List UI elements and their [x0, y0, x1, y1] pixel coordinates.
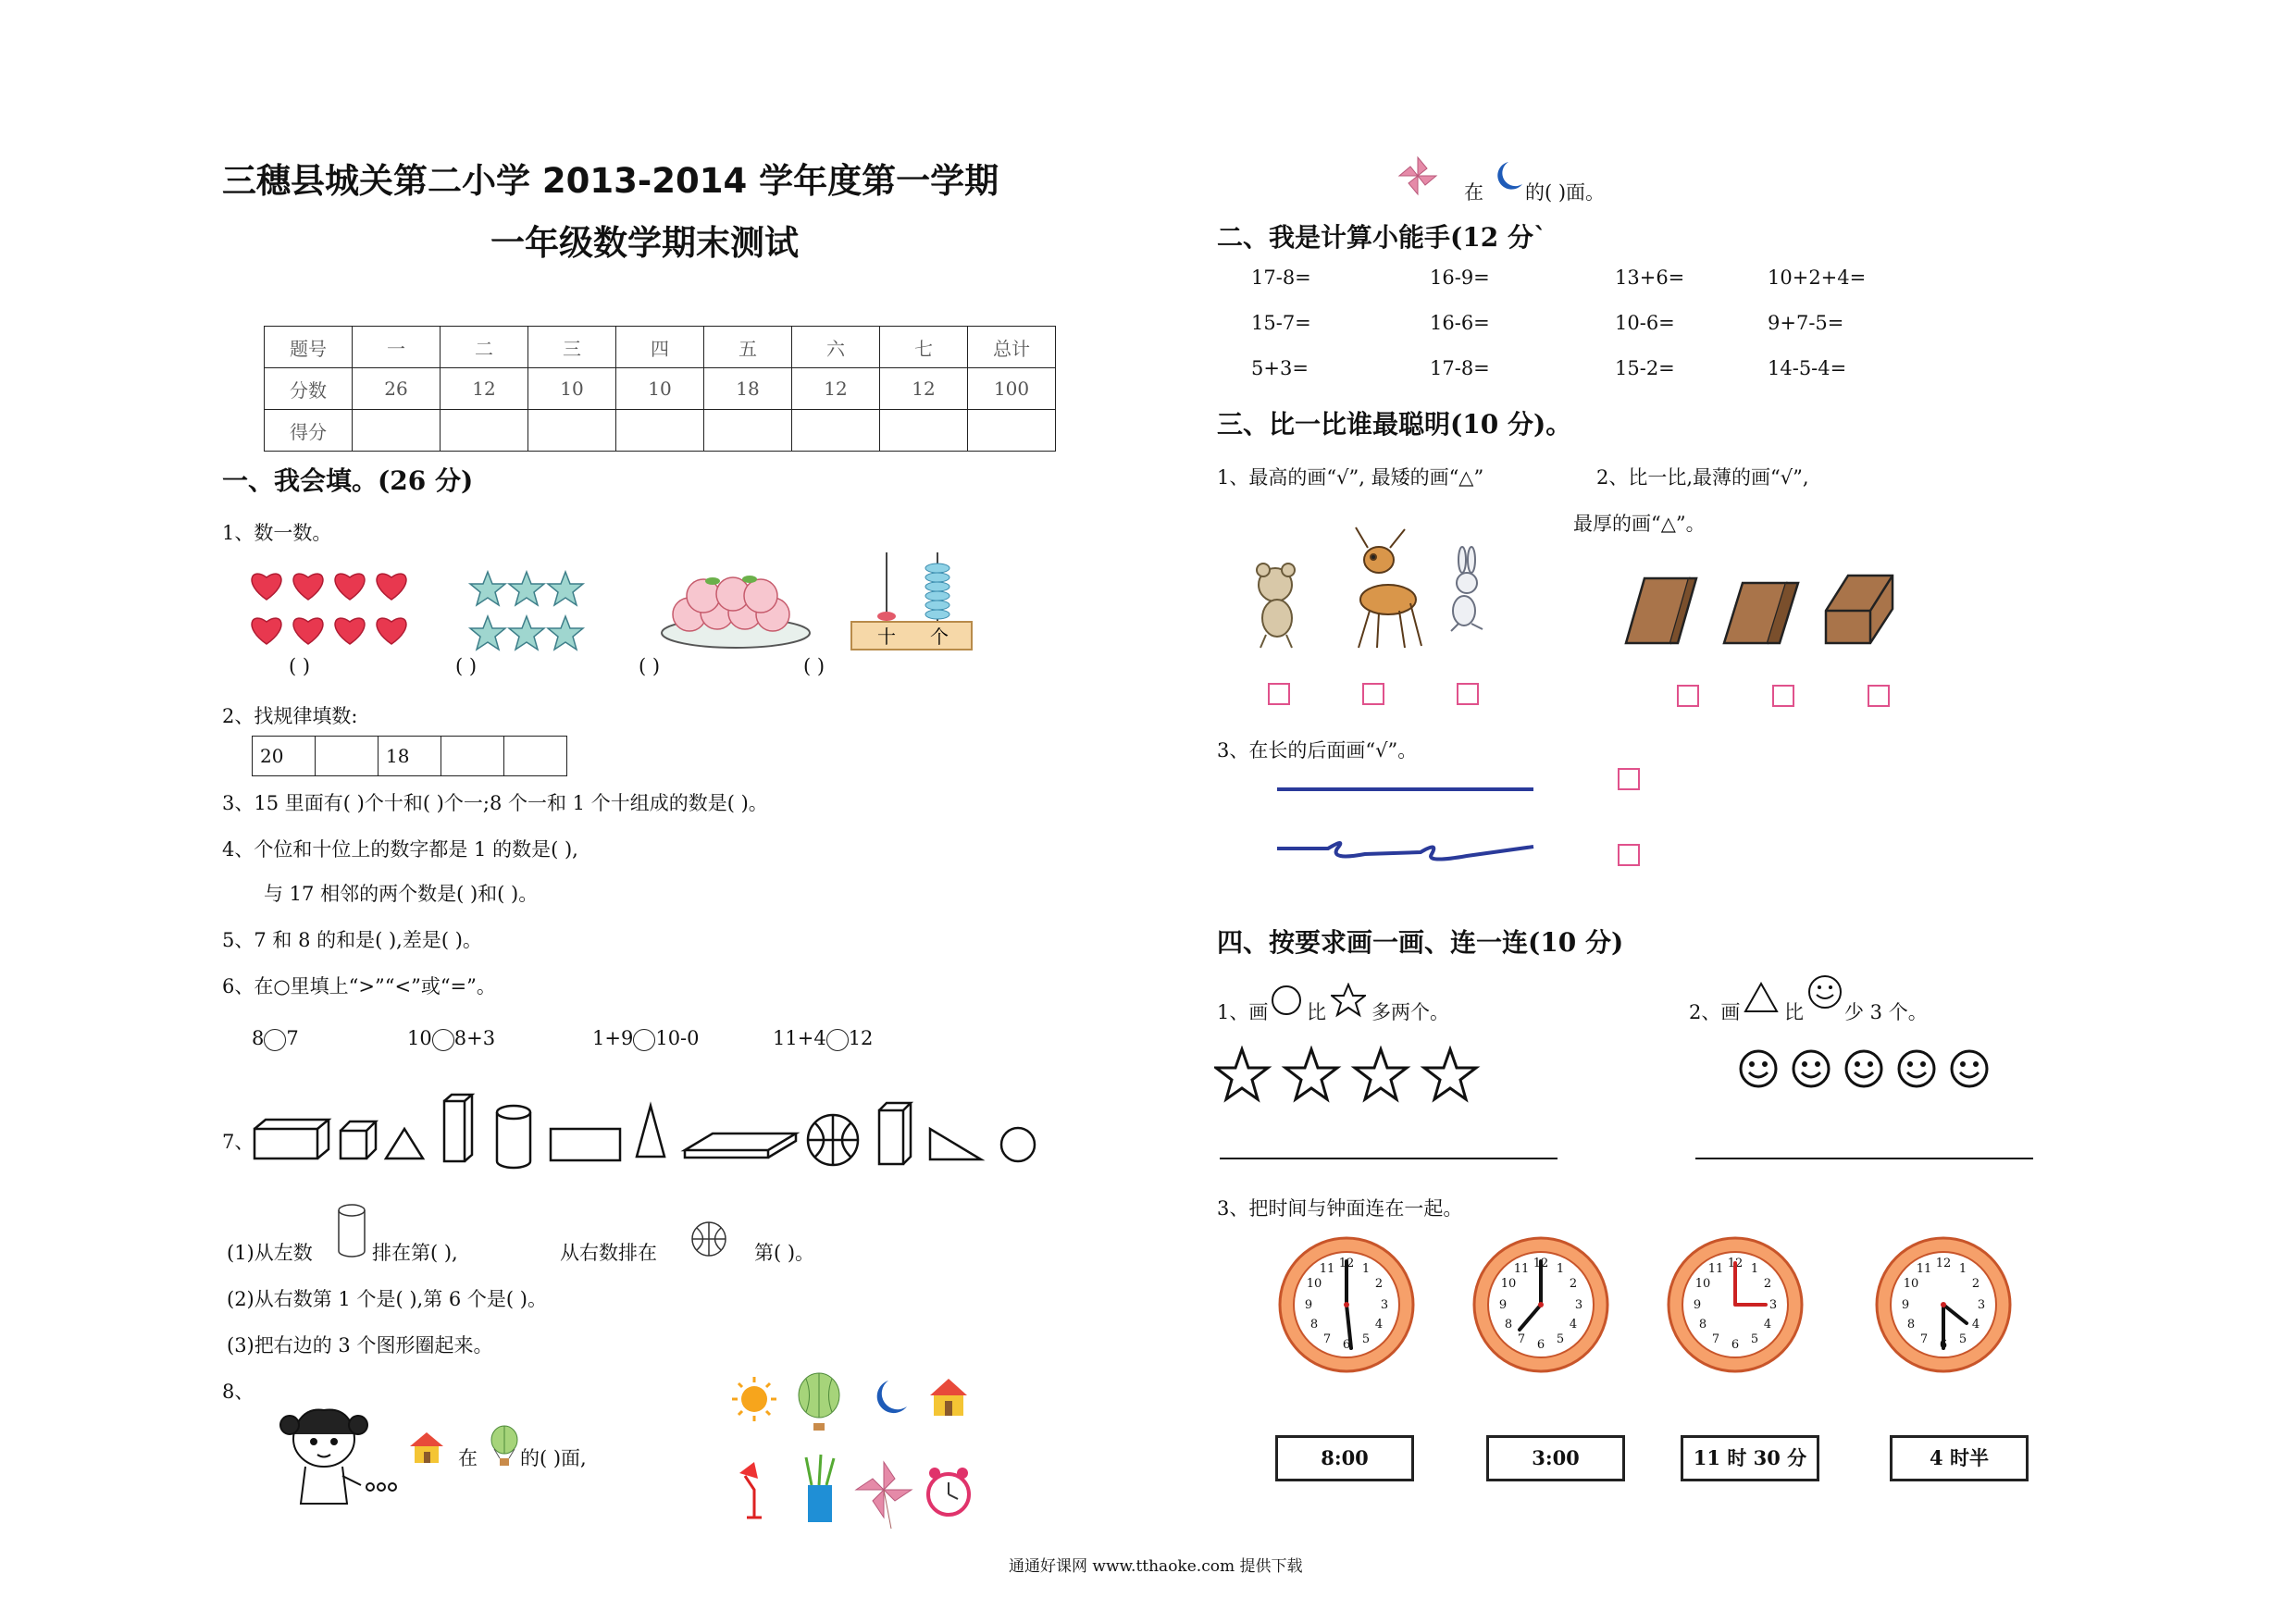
smiley-icon: [1806, 973, 1843, 1010]
score-table-cell: 12: [792, 368, 880, 410]
compare-circle-icon[interactable]: [432, 1029, 454, 1051]
score-table-cell: 12: [880, 368, 968, 410]
score-table-cell: 分数: [265, 368, 353, 410]
footer-credit: 通通好课网 www.tthaoke.com 提供下载: [1009, 1557, 1303, 1576]
pattern-cell[interactable]: [316, 737, 379, 776]
abacus-picture: [847, 548, 976, 654]
thick-block-icon: [1826, 576, 1893, 643]
q3-text: 3、15 里面有( )个十和( )个一;8 个一和 1 个十组成的数是( )。: [222, 792, 768, 814]
calc-problem[interactable]: 16-9=: [1430, 266, 1490, 289]
flat-board-icon: [685, 1134, 796, 1158]
s4-q2-text-c: 少 3 个。: [1844, 1001, 1928, 1023]
four-stars-picture: [1214, 1046, 1492, 1110]
abacus-tens-label: 十: [877, 626, 896, 648]
pattern-cell[interactable]: 20: [253, 737, 316, 776]
section-2-title: 二、我是计算小能手(12 分`: [1217, 222, 1546, 253]
compare-item-2[interactable]: 10 8+3: [407, 1027, 496, 1049]
pattern-cell[interactable]: 18: [379, 737, 441, 776]
cube-icon: [341, 1121, 376, 1158]
score-table-cell: 12: [441, 368, 528, 410]
score-table-cell[interactable]: [441, 410, 528, 452]
basketball-icon: [689, 1220, 728, 1258]
compare-circle-icon[interactable]: [264, 1029, 286, 1051]
time-box-1[interactable]: 8:00: [1275, 1435, 1414, 1481]
wood-blocks-picture: [1615, 555, 1967, 657]
wavy-line: [1277, 843, 1533, 860]
q8-label: 8、: [222, 1381, 254, 1403]
bear-icon: [1257, 564, 1295, 648]
score-table-cell: 四: [616, 327, 704, 368]
hot-air-balloon-icon: [799, 1373, 839, 1431]
section-3-title: 三、比一比谁最聪明(10 分)。: [1217, 409, 1572, 440]
score-table-cell[interactable]: [792, 410, 880, 452]
time-box-2[interactable]: 3:00: [1486, 1435, 1625, 1481]
thin-block-icon: [1626, 578, 1696, 643]
answer-line-1[interactable]: [1220, 1158, 1558, 1159]
s4-q3-text: 3、把时间与钟面连在一起。: [1217, 1197, 1463, 1220]
long-line-checkbox-2[interactable]: [1618, 844, 1640, 866]
cylinder-icon: [497, 1106, 530, 1168]
q8-text-b: 的( )面,: [520, 1447, 587, 1469]
q8-text-a: 在: [458, 1447, 478, 1469]
moon-icon: [877, 1381, 907, 1413]
rabbit-icon: [1451, 547, 1483, 631]
house-icon: [930, 1379, 967, 1416]
score-table-cell[interactable]: [616, 410, 704, 452]
animals-picture: [1240, 518, 1518, 662]
girl-picture: [264, 1397, 403, 1518]
q7-2-text: (2)从右数第 1 个是( ),第 6 个是( )。: [227, 1288, 547, 1310]
q1-blank-1[interactable]: ( ): [289, 655, 311, 677]
alarm-clock-icon: [928, 1468, 969, 1515]
tall-cuboid-icon: [879, 1103, 911, 1164]
compare-item-3[interactable]: 1+9 10-0: [592, 1027, 700, 1049]
q7-1-text-c: 从右数排在: [560, 1242, 657, 1264]
pinwheel-icon: [856, 1462, 912, 1529]
q4-text-b: 与 17 相邻的两个数是( )和( )。: [264, 883, 539, 905]
score-table-cell: 五: [704, 327, 792, 368]
desk-lamp-icon: [739, 1462, 762, 1518]
score-table-cell: 六: [792, 327, 880, 368]
pinwheel-icon: [1397, 155, 1438, 196]
score-table-row: [265, 368, 1056, 410]
house-icon: [407, 1430, 446, 1465]
objects-grid-picture: [726, 1369, 986, 1531]
tall-triangle-icon: [637, 1106, 664, 1157]
score-table-cell: 26: [353, 368, 441, 410]
star-icon: [1331, 983, 1366, 1018]
calc-problem[interactable]: 17-8=: [1430, 357, 1490, 379]
s4-q2-text-a: 2、画: [1689, 1001, 1741, 1023]
score-table: [264, 326, 1056, 452]
s4-q1-text-c: 多两个。: [1371, 1001, 1449, 1023]
pencil-cup-icon: [806, 1455, 834, 1522]
calc-problem[interactable]: 15-7=: [1251, 312, 1311, 334]
s3-q3-text: 3、在长的后面画“√”。: [1217, 739, 1418, 762]
answer-line-2[interactable]: [1695, 1158, 2033, 1159]
exam-title: 三穗县城关第二小学 2013-2014 学年度第一学期: [222, 161, 999, 201]
score-table-cell[interactable]: [528, 410, 616, 452]
block-checkbox-3[interactable]: [1868, 685, 1890, 707]
exam-subtitle: 一年级数学期末测试: [490, 223, 799, 263]
hot-air-balloon-icon: [489, 1425, 520, 1468]
clock-icon: [1280, 1238, 1413, 1371]
calc-problem[interactable]: 9+7-5=: [1768, 312, 1844, 334]
calc-problem[interactable]: 15-2=: [1615, 357, 1675, 379]
time-box-3[interactable]: 11 时 30 分: [1681, 1435, 1819, 1481]
q7-label: 7、: [222, 1131, 254, 1153]
calc-problem[interactable]: 10+2+4=: [1768, 266, 1867, 289]
q7-1-text-a: (1)从左数: [227, 1242, 313, 1264]
q7-3-text: (3)把右边的 3 个图形圈起来。: [227, 1334, 493, 1357]
circle-icon: [1001, 1128, 1035, 1161]
s3-q2-text-a: 2、比一比,最薄的画“√”,: [1596, 466, 1809, 489]
pattern-number-row: [252, 736, 567, 776]
compare-circle-icon[interactable]: [633, 1029, 655, 1051]
compare-item-4[interactable]: 11+4 12: [773, 1027, 874, 1049]
q1-blank-3[interactable]: ( ): [639, 655, 661, 677]
calc-problem[interactable]: 17-8=: [1251, 266, 1311, 289]
moon-icon: [1492, 159, 1525, 192]
clock-icon: [1877, 1238, 2010, 1371]
basketball-icon: [808, 1115, 858, 1165]
calc-problem[interactable]: 13+6=: [1615, 266, 1685, 289]
s4-q1-text-b: 比: [1307, 1001, 1326, 1023]
score-table-cell[interactable]: [353, 410, 441, 452]
clock-icon: [1474, 1238, 1607, 1371]
q5-text: 5、7 和 8 的和是( ),差是( )。: [222, 929, 482, 951]
score-table-cell: 10: [528, 368, 616, 410]
triangle-icon: [386, 1129, 423, 1158]
score-table-cell: 总计: [968, 327, 1056, 368]
tall-cuboid-icon: [444, 1095, 472, 1161]
score-table-cell: 100: [968, 368, 1056, 410]
calc-problem[interactable]: 16-6=: [1430, 312, 1490, 334]
block-checkbox-2[interactable]: [1772, 685, 1794, 707]
q4-text-a: 4、个位和十位上的数字都是 1 的数是( ),: [222, 838, 578, 861]
calc-problem[interactable]: 5+3=: [1251, 357, 1309, 379]
score-table-cell: 18: [704, 368, 792, 410]
calc-problem[interactable]: 10-6=: [1615, 312, 1675, 334]
long-line-checkbox-1[interactable]: [1618, 768, 1640, 790]
clock-faces: [1277, 1231, 2045, 1388]
pattern-cell[interactable]: [504, 737, 567, 776]
cylinder-icon: [335, 1203, 368, 1258]
circle-icon: [1270, 984, 1303, 1017]
score-table-row: [265, 410, 1056, 452]
shapes-row: [250, 1087, 1046, 1180]
five-smileys-picture: [1738, 1044, 2006, 1099]
hearts-picture: [245, 564, 421, 657]
score-table-cell[interactable]: [968, 410, 1056, 452]
q1-blank-4[interactable]: ( ): [803, 655, 825, 677]
pattern-cell[interactable]: [441, 737, 504, 776]
tallest-animal-checkbox-1[interactable]: [1268, 683, 1290, 705]
s3-q1-text: 1、最高的画“√”, 最矮的画“△”: [1217, 466, 1484, 489]
calc-problem[interactable]: 14-5-4=: [1768, 357, 1847, 379]
cuboid-icon: [254, 1120, 329, 1158]
peach-plate-picture: [657, 566, 814, 659]
score-table-row: [265, 327, 1056, 368]
score-table-cell: 题号: [265, 327, 353, 368]
score-table-cell: 七: [880, 327, 968, 368]
compare-item-1[interactable]: 8 7: [252, 1027, 299, 1049]
score-table-cell: 二: [441, 327, 528, 368]
q2-label: 2、找规律填数:: [222, 705, 358, 727]
score-table-cell: 得分: [265, 410, 353, 452]
s3-q2-text-b: 最厚的画“△”。: [1573, 513, 1706, 535]
stars-picture: [467, 566, 597, 659]
right-triangle-icon: [930, 1129, 981, 1159]
tallest-animal-checkbox-3[interactable]: [1457, 683, 1479, 705]
q1-label: 1、数一数。: [222, 522, 332, 544]
sun-icon: [732, 1377, 776, 1421]
lines-picture: [1272, 773, 1550, 874]
top-right-text-a: 在: [1464, 181, 1483, 204]
clock-icon: [1669, 1238, 1802, 1371]
q1-blank-2[interactable]: ( ): [455, 655, 478, 677]
score-table-cell: 三: [528, 327, 616, 368]
medium-block-icon: [1724, 583, 1798, 643]
block-checkbox-1[interactable]: [1677, 685, 1699, 707]
deer-icon: [1356, 527, 1421, 648]
score-table-cell[interactable]: [704, 410, 792, 452]
q7-1-text-d: 第( )。: [754, 1242, 815, 1264]
compare-circle-icon[interactable]: [826, 1029, 849, 1051]
q7-1-text-b: 排在第( ),: [372, 1242, 458, 1264]
abacus-ones-label: 个: [930, 626, 949, 648]
score-table-cell: 一: [353, 327, 441, 368]
top-right-text-b: 的( )面。: [1525, 181, 1606, 204]
score-table-cell[interactable]: [880, 410, 968, 452]
tallest-animal-checkbox-2[interactable]: [1362, 683, 1384, 705]
s4-q2-text-b: 比: [1784, 1001, 1804, 1023]
time-box-4[interactable]: 4 时半: [1890, 1435, 2029, 1481]
s4-q1-text-a: 1、画: [1217, 1001, 1269, 1023]
q6-text: 6、在○里填上“>”“<”或“=”。: [222, 975, 496, 997]
triangle-icon: [1743, 981, 1780, 1014]
section-1-title: 一、我会填。(26 分): [222, 465, 474, 496]
rectangle-icon: [551, 1129, 620, 1160]
score-table-cell: 10: [616, 368, 704, 410]
section-4-title: 四、按要求画一画、连一连(10 分): [1217, 927, 1624, 958]
